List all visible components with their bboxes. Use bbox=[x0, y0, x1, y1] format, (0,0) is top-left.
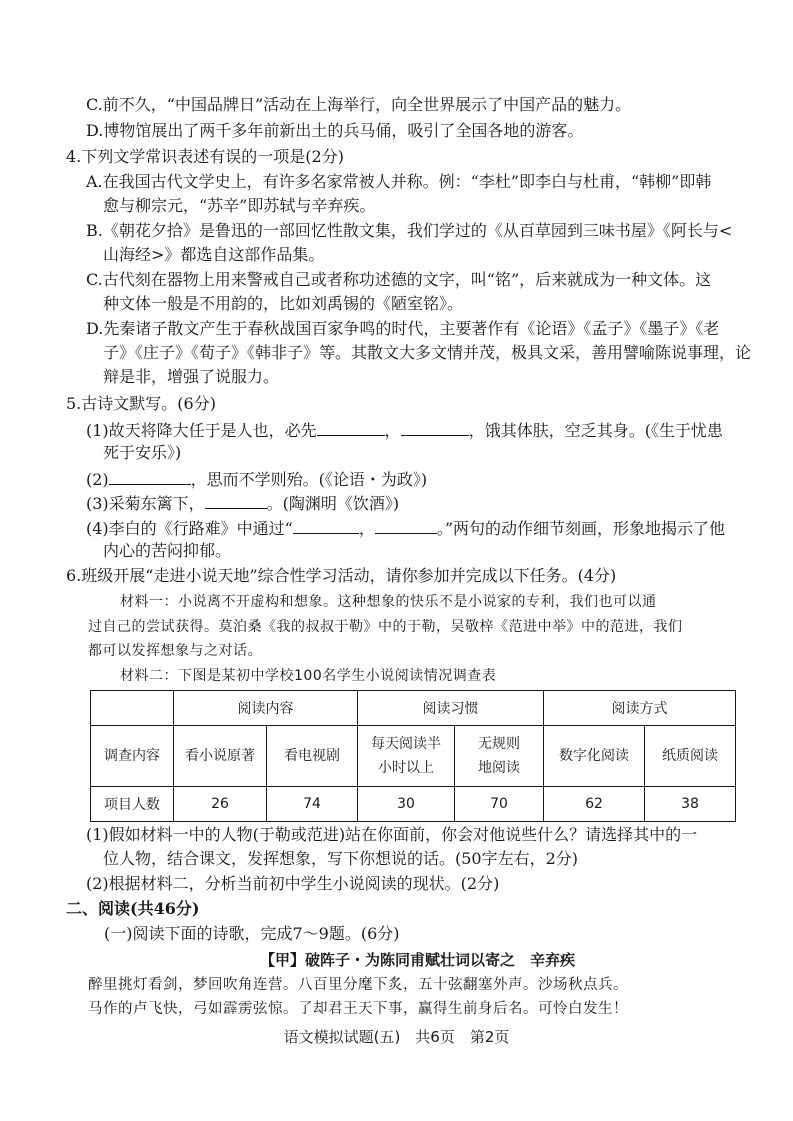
q5-item1-source: 死于安乐》) bbox=[103, 443, 182, 462]
q5-item3: (3)采菊东篱下， 。(陶渊明《饮酒》) bbox=[86, 494, 400, 513]
q4-option-b-line2: 山海经>》都选自这部作品集。 bbox=[103, 245, 325, 264]
q5-blank-5[interactable] bbox=[293, 517, 359, 534]
q4-option-c-line2: 种文体一般是不用韵的，比如刘禹锡的《陋室铭》。 bbox=[103, 294, 464, 313]
q5-blank-2[interactable] bbox=[401, 419, 469, 436]
table-cell: 62 bbox=[544, 787, 645, 822]
q4-option-a-line2: 愈与柳宗元，“苏辛”即苏轼与辛弃疾。 bbox=[103, 196, 376, 215]
q3-option-c: C.前不久，“中国品牌日”活动在上海举行，向全世界展示了中国产品的魅力。 bbox=[86, 95, 632, 114]
column-header: 每天阅读半 小时以上 bbox=[358, 726, 455, 787]
row-label: 项目人数 bbox=[91, 787, 174, 822]
q5-stem: 5.古诗文默写。(6分) bbox=[66, 394, 216, 413]
q4-option-b-line1: B.《朝花夕拾》是鲁迅的一部回忆性散文集，我们学过的《从百草园到三味书屋》《阿长与< bbox=[86, 221, 733, 240]
group-header: 阅读内容 bbox=[174, 691, 358, 726]
material-1-line1: 材料一：小说离不开虚构和想象。这种想象的快乐不是小说家的专利，我们也可以通 bbox=[120, 594, 657, 610]
section-2-heading: 二、阅读(共46分) bbox=[66, 899, 200, 918]
q6-stem: 6.班级开展“走进小说天地”综合性学习活动，请你参加并完成以下任务。(4分) bbox=[66, 566, 617, 585]
column-header: 无规则 地阅读 bbox=[455, 726, 544, 787]
group-header: 阅读习惯 bbox=[358, 691, 544, 726]
survey-table bbox=[90, 690, 736, 822]
table-cell: 38 bbox=[645, 787, 736, 822]
table-corner bbox=[91, 691, 174, 726]
q5-blank-6[interactable] bbox=[375, 517, 437, 534]
column-header: 看小说原著 bbox=[174, 726, 267, 787]
q4-option-c-line1: C.古代刻在器物上用来警戒自己或者称功述德的文字，叫“铭”，后来就成为一种文体。这 bbox=[86, 270, 712, 289]
q3-option-d: D.博物馆展出了两千多年前新出土的兵马俑，吸引了全国各地的游客。 bbox=[86, 121, 584, 140]
q5-item1: (1)故天将降大任于是人也，必先 ， ，饿其体肤，空乏其身。(《生于忧患 bbox=[86, 421, 723, 440]
row-label: 调查内容 bbox=[91, 726, 174, 787]
poem-line-2: 马作的卢飞快，弓如霹雳弦惊。了却君王天下事，赢得生前身后名。可怜白发生！ bbox=[88, 1001, 628, 1017]
table-cell: 74 bbox=[267, 787, 358, 822]
column-header: 看电视剧 bbox=[267, 726, 358, 787]
group-header: 阅读方式 bbox=[544, 691, 736, 726]
column-header: 纸质阅读 bbox=[645, 726, 736, 787]
poem-line-1: 醉里挑灯看剑，梦回吹角连营。八百里分麾下炙，五十弦翻塞外声。沙场秋点兵。 bbox=[88, 977, 628, 993]
page-footer: 语文模拟试题(五) 共6页 第2页 bbox=[283, 1028, 510, 1046]
q4-stem: 4.下列文学常识表述有误的一项是(2分) bbox=[66, 147, 344, 166]
table-cell: 30 bbox=[358, 787, 455, 822]
material-2-caption: 材料二：下图是某初中学校100名学生小说阅读情况调查表 bbox=[120, 668, 497, 684]
q4-option-d-line1: D.先秦诸子散文产生于春秋战国百家争鸣的时代，主要著作有《论语》《孟子》《墨子》《老 bbox=[86, 319, 720, 338]
q6-task1-line2: 位人物，结合课文，发挥想象，写下你想说的话。(50字左右，2分) bbox=[103, 849, 579, 868]
subsection-1-heading: (一)阅读下面的诗歌，完成7～9题。(6分) bbox=[104, 924, 400, 943]
material-1-line2: 过自己的尝试获得。莫泊桑《我的叔叔于勒》中的于勒，吴敬梓《范进中举》中的范进，我们 bbox=[88, 619, 683, 635]
table-cell: 26 bbox=[174, 787, 267, 822]
q5-item4-cont: 内心的苦闷抑郁。 bbox=[103, 541, 232, 560]
table-cell: 70 bbox=[455, 787, 544, 822]
material-1-line3: 都可以发挥想象与之对话。 bbox=[88, 643, 262, 659]
q4-option-a-line1: A.在我国古代文学史上，有许多名家常被人并称。例：“李杜”即李白与杜甫，“韩柳”即韩 bbox=[86, 172, 712, 191]
q6-task1-line1: (1)假如材料一中的人物(于勒或范进)站在你面前，你会对他说些什么？请选择其中的一 bbox=[86, 825, 698, 844]
q5-item2: (2) ，思而不学则殆。(《论语・为政》) bbox=[86, 470, 428, 489]
q5-item4: (4)李白的《行路难》中通过“ ， 。”两句的动作细节刻画，形象地揭示了他 bbox=[86, 519, 726, 538]
q4-option-d-line3: 辩是非，增强了说服力。 bbox=[103, 367, 280, 386]
q5-blank-1[interactable] bbox=[317, 419, 385, 436]
q4-option-d-line2: 子》《庄子》《荀子》《韩非子》等。其散文大多文情并茂，极具文采，善用譬喻陈说事理，论 bbox=[103, 343, 752, 362]
q5-blank-4[interactable] bbox=[205, 492, 267, 509]
q6-task2: (2)根据材料二，分析当前初中学生小说阅读的现状。(2分) bbox=[86, 874, 500, 893]
column-header: 数字化阅读 bbox=[544, 726, 645, 787]
poem-title: 【甲】破阵子・为陈同甫赋壮词以寄之 辛弃疾 bbox=[260, 951, 576, 969]
q5-blank-3[interactable] bbox=[109, 468, 191, 485]
